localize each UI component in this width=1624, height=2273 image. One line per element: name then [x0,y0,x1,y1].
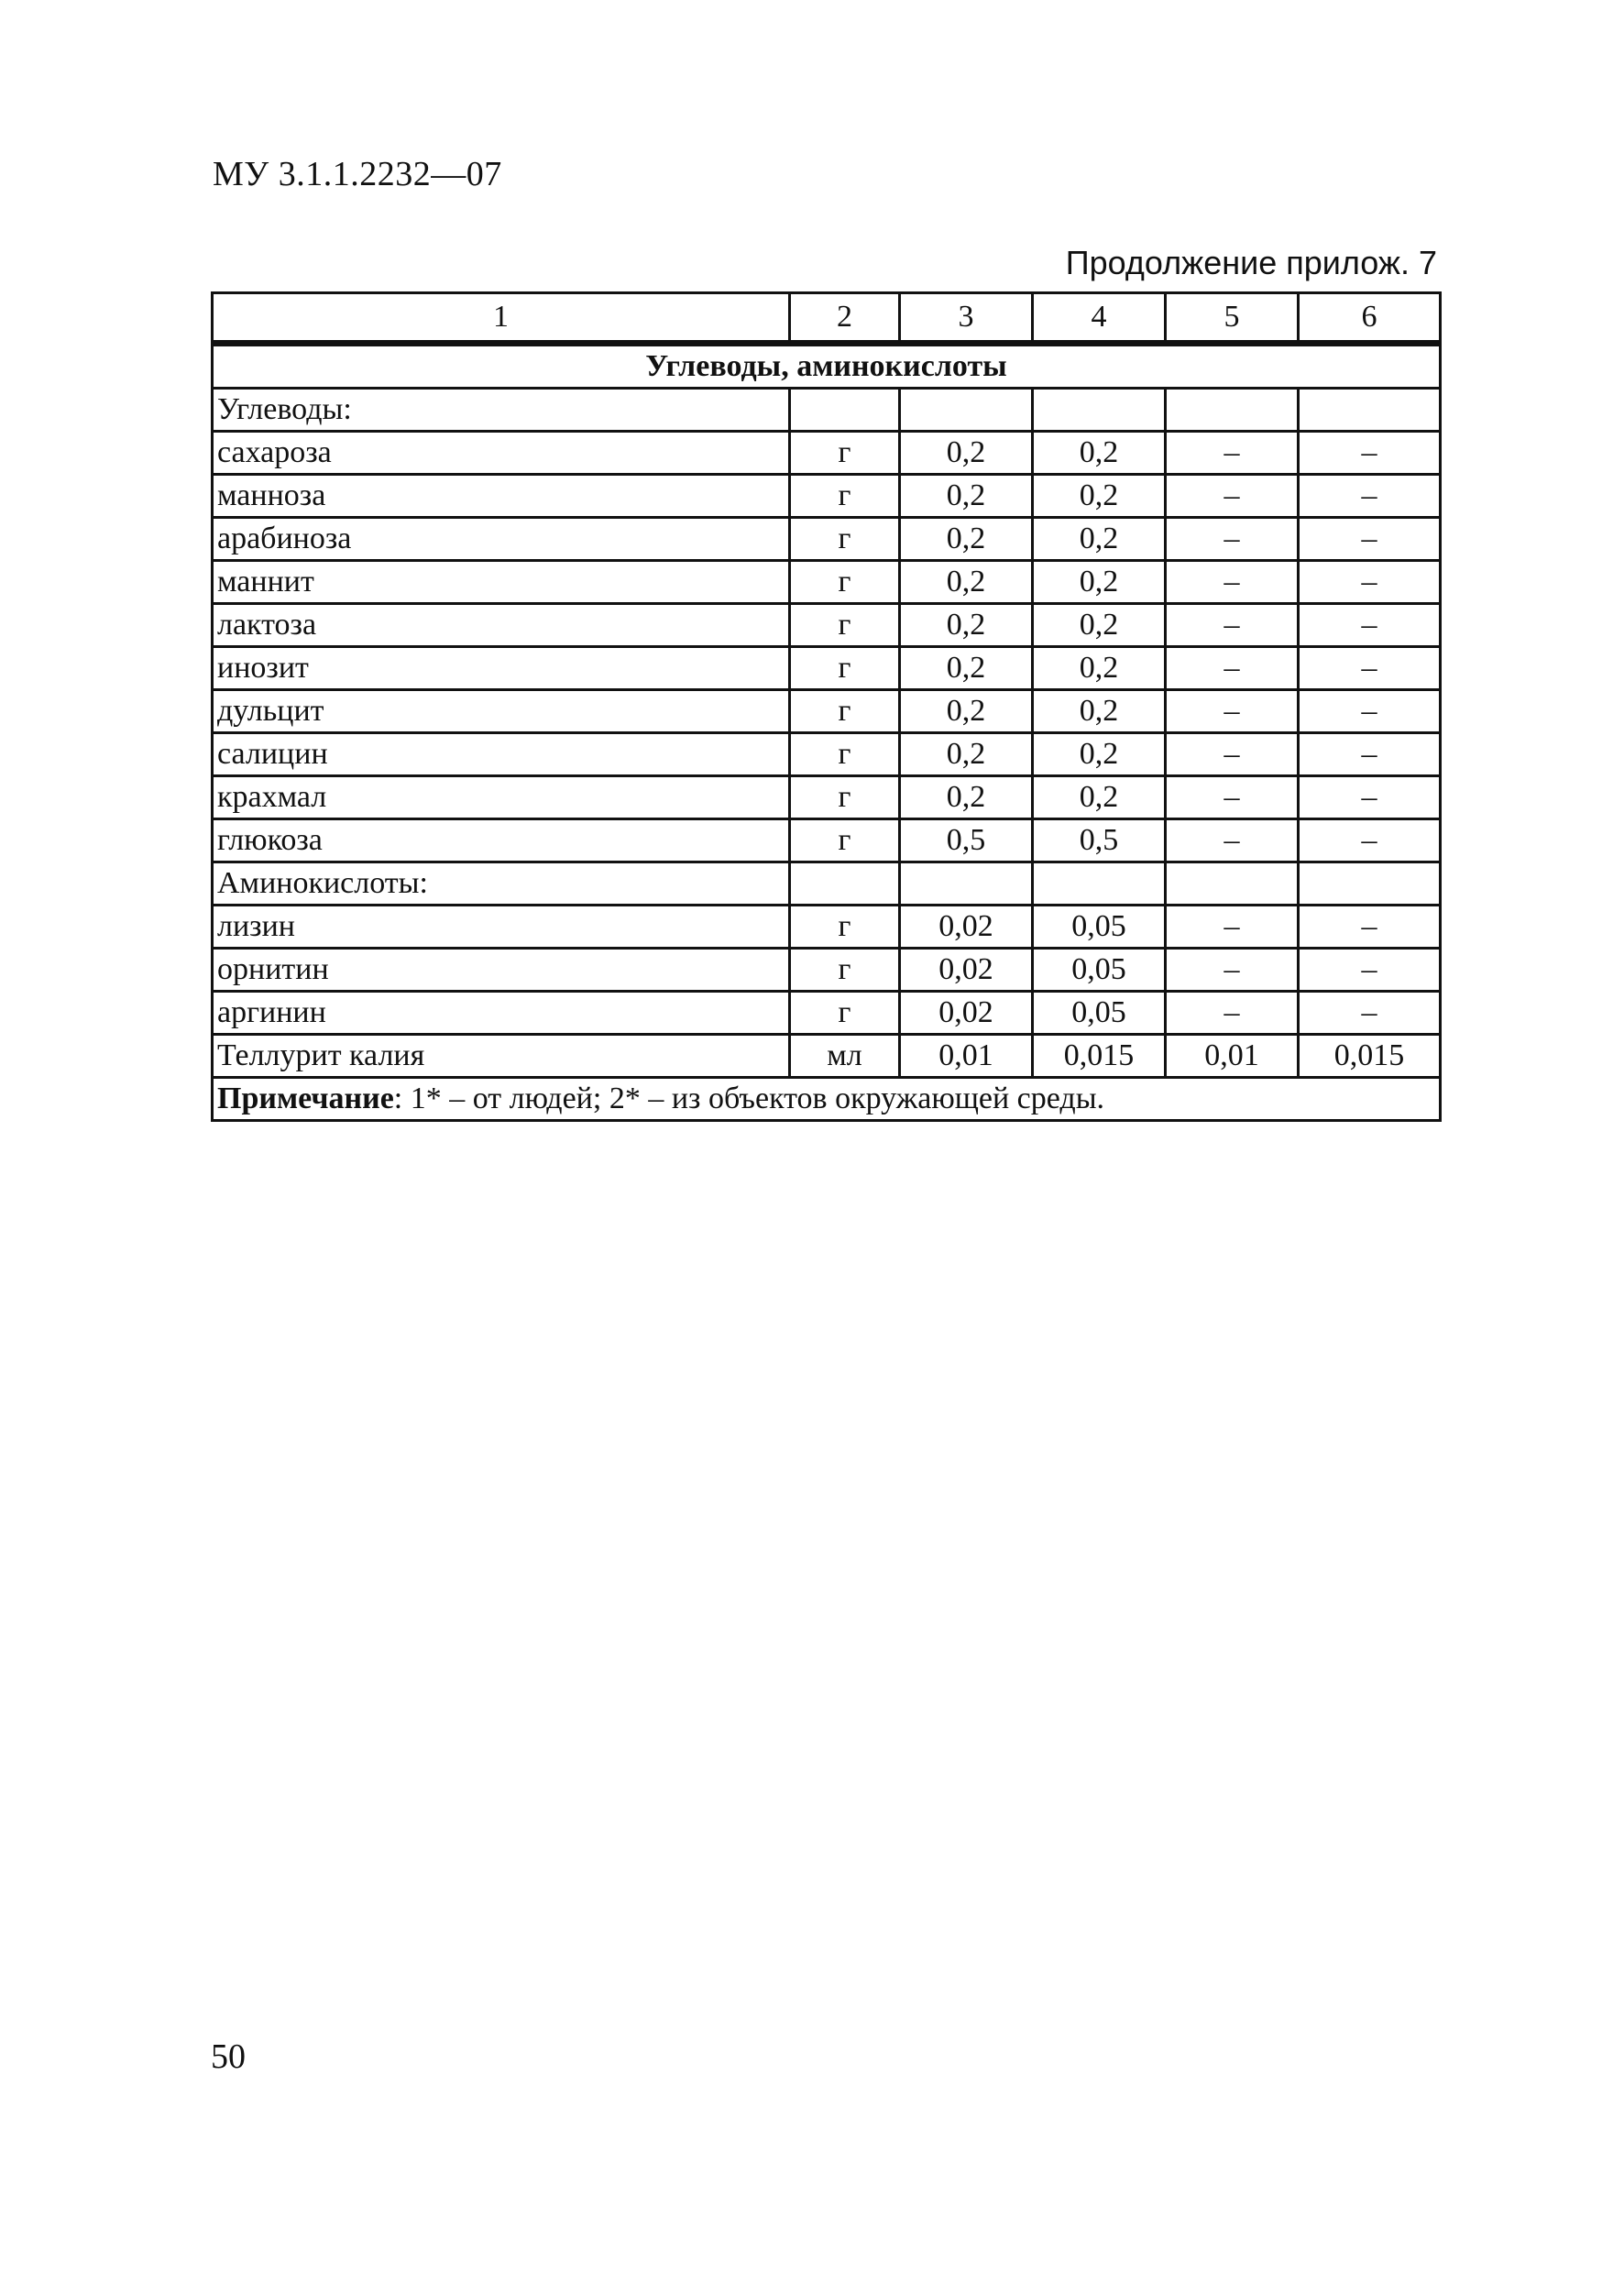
unit-cell: г [790,776,900,819]
column-number: 5 [1166,293,1299,344]
unit-cell: г [790,906,900,949]
value-cell: 0,05 [1033,992,1166,1035]
value-cell: 0,2 [900,432,1033,475]
substance-name: инозит [213,647,790,690]
substance-name: лактоза [213,604,790,647]
value-cell: – [1166,518,1299,561]
value-cell: 0,2 [1033,604,1166,647]
value-cell: – [1166,561,1299,604]
unit-cell: г [790,518,900,561]
continuation-label: Продолжение прилож. 7 [1065,244,1437,281]
table-row [213,776,1441,819]
unit-cell: г [790,475,900,518]
group-row [213,862,1441,906]
section-row [213,344,1441,389]
value-cell: 0,2 [1033,561,1166,604]
unit-cell: г [790,432,900,475]
table-row [213,561,1441,604]
value-cell: 0,2 [1033,733,1166,776]
value-cell: – [1166,906,1299,949]
value-cell: 0,01 [900,1035,1033,1078]
table-row [213,604,1441,647]
value-cell: – [1299,561,1441,604]
substance-name: сахароза [213,432,790,475]
value-cell: 0,02 [900,992,1033,1035]
page-number: 50 [211,2037,246,2076]
table-row [213,992,1441,1035]
column-number: 3 [900,293,1033,344]
column-number: 2 [790,293,900,344]
value-cell: 0,2 [1033,690,1166,733]
value-cell: 0,2 [900,690,1033,733]
value-cell: – [1299,776,1441,819]
value-cell: – [1166,432,1299,475]
unit-cell: г [790,819,900,862]
column-number-row [213,293,1441,344]
value-cell: 0,2 [1033,647,1166,690]
substance-name: крахмал [213,776,790,819]
value-cell: 0,05 [1033,949,1166,992]
document-code: МУ 3.1.1.2232—07 [213,155,502,193]
value-cell: 0,01 [1166,1035,1299,1078]
unit-cell: г [790,561,900,604]
value-cell: 0,2 [900,733,1033,776]
substance-name: орнитин [213,949,790,992]
column-number: 4 [1033,293,1166,344]
substance-name: аргинин [213,992,790,1035]
value-cell: – [1299,647,1441,690]
value-cell: – [1299,992,1441,1035]
value-cell: – [1299,819,1441,862]
value-cell: 0,5 [1033,819,1166,862]
substance-name: арабиноза [213,518,790,561]
value-cell: 0,2 [900,776,1033,819]
unit-cell: г [790,604,900,647]
value-cell: – [1299,733,1441,776]
value-cell: 0,2 [900,561,1033,604]
group-label: Аминокислоты: [213,862,790,906]
table-row [213,475,1441,518]
value-cell: 0,015 [1299,1035,1441,1078]
note-row [213,1078,1441,1121]
value-cell: – [1299,906,1441,949]
table-row [213,1035,1441,1078]
unit-cell: г [790,690,900,733]
value-cell: – [1299,432,1441,475]
note-label: Примечание [217,1082,394,1115]
value-cell: – [1299,475,1441,518]
table-row [213,819,1441,862]
value-cell: 0,2 [1033,776,1166,819]
substance-name: салицин [213,733,790,776]
appendix-table [211,291,1442,1122]
value-cell: 0,5 [900,819,1033,862]
column-number: 6 [1299,293,1441,344]
value-cell: 0,2 [900,647,1033,690]
value-cell: 0,2 [1033,432,1166,475]
value-cell: – [1166,949,1299,992]
substance-name: манноза [213,475,790,518]
table-row [213,690,1441,733]
substance-name: глюкоза [213,819,790,862]
note-text: : 1* – от людей; 2* – из объектов окружающей среды. [393,1082,1105,1115]
substance-name: Теллурит калия [213,1035,790,1078]
section-title: Углеводы, аминокислоты [213,344,1441,389]
unit-cell: г [790,992,900,1035]
table-row [213,518,1441,561]
value-cell: – [1166,733,1299,776]
substance-name: лизин [213,906,790,949]
value-cell: – [1299,690,1441,733]
value-cell: 0,2 [900,475,1033,518]
value-cell: 0,02 [900,906,1033,949]
value-cell: 0,02 [900,949,1033,992]
value-cell: – [1166,776,1299,819]
value-cell: – [1166,992,1299,1035]
unit-cell: мл [790,1035,900,1078]
column-number: 1 [213,293,790,344]
unit-cell: г [790,647,900,690]
value-cell: – [1166,647,1299,690]
value-cell: 0,2 [900,604,1033,647]
value-cell: 0,2 [1033,518,1166,561]
unit-cell: г [790,949,900,992]
value-cell: 0,05 [1033,906,1166,949]
value-cell: – [1166,475,1299,518]
value-cell: – [1166,819,1299,862]
table-row [213,647,1441,690]
table-row [213,432,1441,475]
group-row [213,389,1441,432]
unit-cell: г [790,733,900,776]
table-note [213,1078,1441,1121]
table-row [213,949,1441,992]
group-label: Углеводы: [213,389,790,432]
value-cell: 0,2 [1033,475,1166,518]
table-row [213,906,1441,949]
value-cell: – [1299,604,1441,647]
value-cell: – [1166,604,1299,647]
value-cell: 0,2 [900,518,1033,561]
value-cell: – [1166,690,1299,733]
substance-name: дульцит [213,690,790,733]
value-cell: – [1299,518,1441,561]
substance-name: маннит [213,561,790,604]
value-cell: – [1299,949,1441,992]
table-row [213,733,1441,776]
value-cell: 0,015 [1033,1035,1166,1078]
